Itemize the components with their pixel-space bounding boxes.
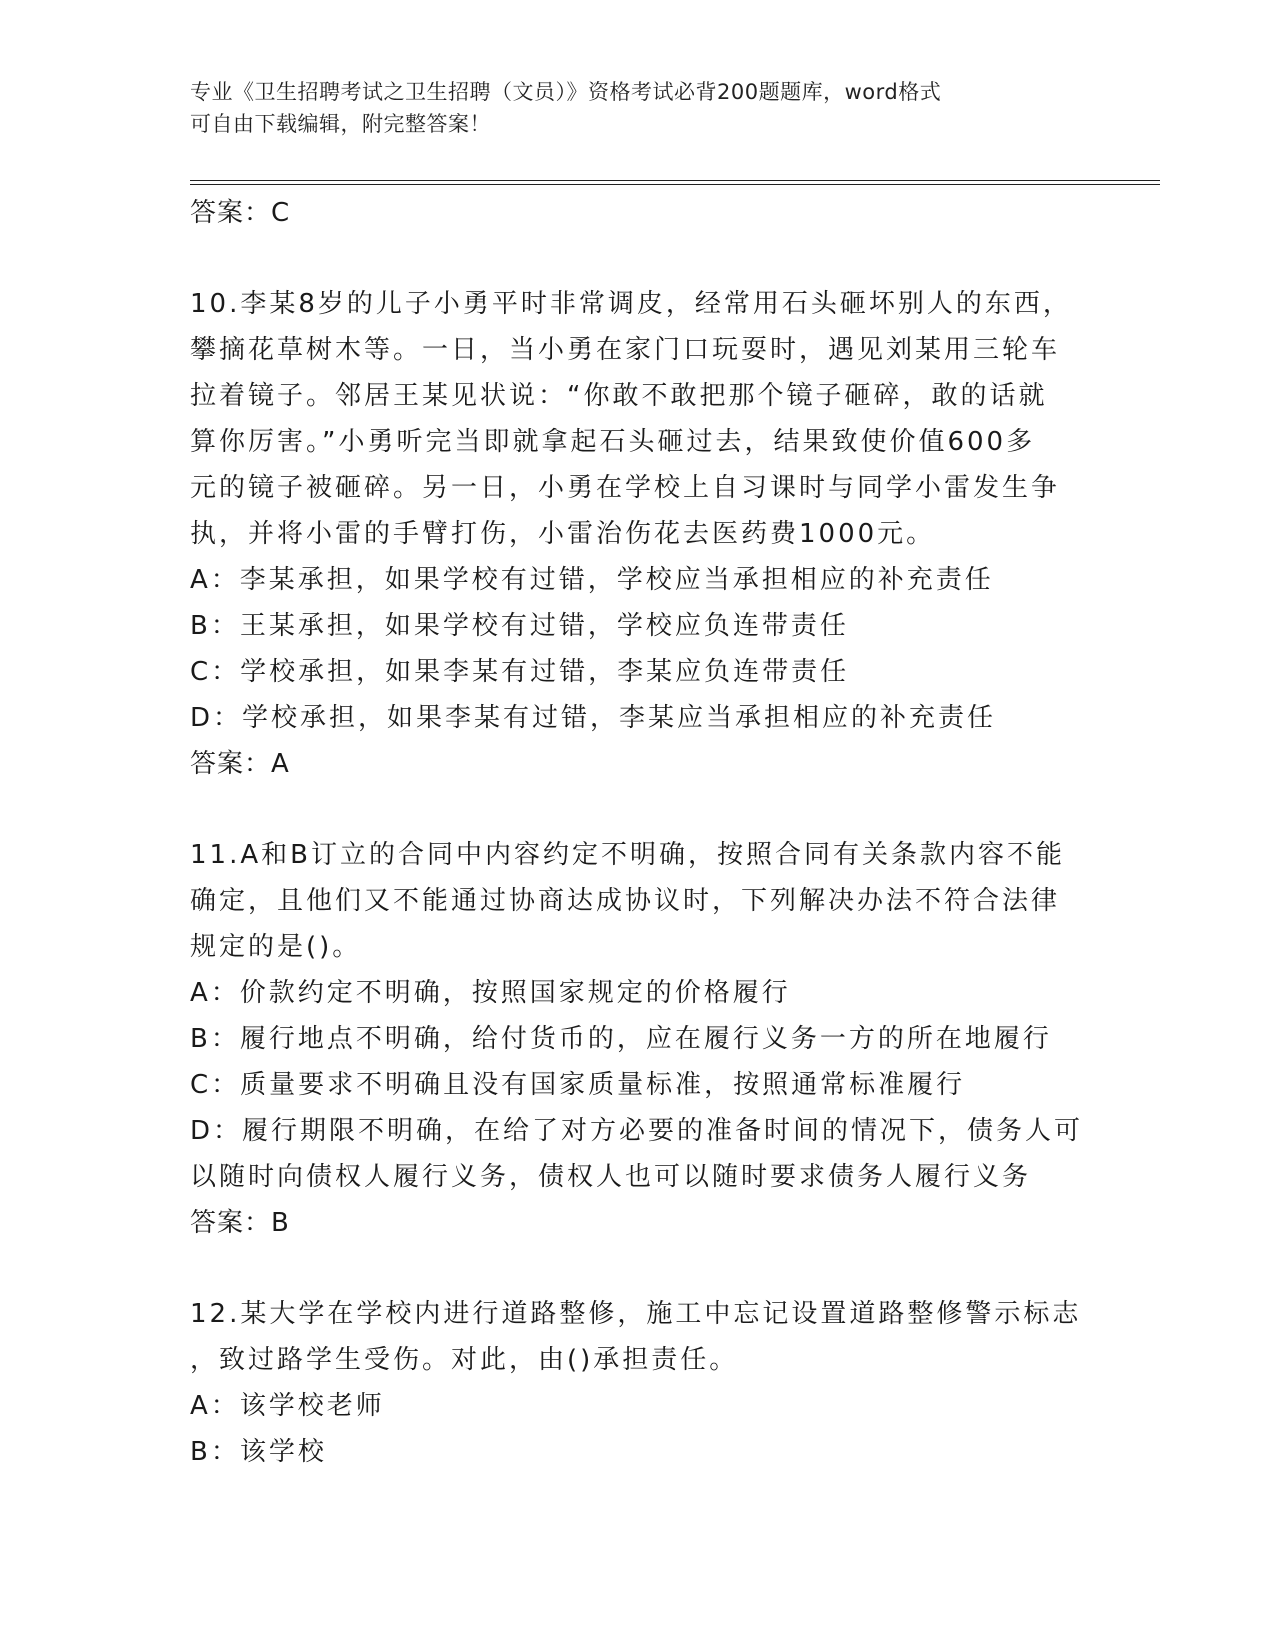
answer: 答案：B bbox=[190, 1208, 290, 1238]
document-body bbox=[190, 190, 1090, 1475]
question-text-line: 12.某大学在学校内进行道路整修，施工中忘记设置道路整修警示标志 bbox=[190, 1299, 1082, 1329]
question-text-line: 攀摘花草树木等。一日，当小勇在家门口玩耍时，遇见刘某用三轮车 bbox=[190, 335, 1061, 365]
question-text-line: 11.A和B订立的合同中内容约定不明确，按照合同有关条款内容不能 bbox=[190, 840, 1065, 870]
question-text-line: 规定的是()。 bbox=[190, 932, 362, 962]
question-text-line: ，致过路学生受伤。对此，由()承担责任。 bbox=[190, 1345, 739, 1375]
option-d: D：学校承担，如果李某有过错，李某应当承担相应的补充责任 bbox=[190, 703, 997, 733]
question-text-line: 确定，且他们又不能通过协商达成协议时，下列解决办法不符合法律 bbox=[190, 886, 1061, 916]
question-text-line: 拉着镜子。邻居王某见状说：“你敢不敢把那个镜子砸碎，敢的话就 bbox=[190, 381, 1048, 411]
option-a: A：李某承担，如果学校有过错，学校应当承担相应的补充责任 bbox=[190, 565, 994, 595]
previous-answer: 答案：C bbox=[190, 198, 291, 228]
header-line-2: 可自由下载编辑，附完整答案！ bbox=[190, 112, 491, 136]
header-line-1: 专业《卫生招聘考试之卫生招聘（文员）》资格考试必背200题题库，word格式 bbox=[190, 80, 942, 104]
question-text-line: 10.李某8岁的儿子小勇平时非常调皮，经常用石头砸坏别人的东西， bbox=[190, 289, 1072, 319]
option-d-continued: 以随时向债权人履行义务，债权人也可以随时要求债务人履行义务 bbox=[190, 1162, 1032, 1192]
question-text-line: 元的镜子被砸碎。另一日，小勇在学校上自习课时与同学小雷发生争 bbox=[190, 473, 1061, 503]
question-12 bbox=[190, 1291, 1090, 1475]
question-10 bbox=[190, 281, 1090, 787]
option-a: A：该学校老师 bbox=[190, 1391, 385, 1421]
question-text-line: 执，并将小雷的手臂打伤，小雷治伤花去医药费1000元。 bbox=[190, 519, 936, 549]
option-b: B：王某承担，如果学校有过错，学校应负连带责任 bbox=[190, 611, 849, 641]
option-c: C：质量要求不明确且没有国家质量标准，按照通常标准履行 bbox=[190, 1070, 966, 1100]
header-divider-top bbox=[190, 180, 1160, 181]
question-11 bbox=[190, 832, 1090, 1246]
option-a: A：价款约定不明确，按照国家规定的价格履行 bbox=[190, 978, 791, 1008]
option-b: B：履行地点不明确，给付货币的，应在履行义务一方的所在地履行 bbox=[190, 1024, 1052, 1054]
option-d: D：履行期限不明确，在给了对方必要的准备时间的情况下，债务人可 bbox=[190, 1116, 1084, 1146]
question-text-line: 算你厉害。”小勇听完当即就拿起石头砸过去，结果致使价值600多 bbox=[190, 427, 1036, 457]
option-b: B：该学校 bbox=[190, 1437, 327, 1467]
answer: 答案：A bbox=[190, 749, 290, 779]
document-header bbox=[190, 76, 1070, 140]
option-c: C：学校承担，如果李某有过错，李某应负连带责任 bbox=[190, 657, 850, 687]
header-divider-bottom bbox=[190, 184, 1160, 185]
